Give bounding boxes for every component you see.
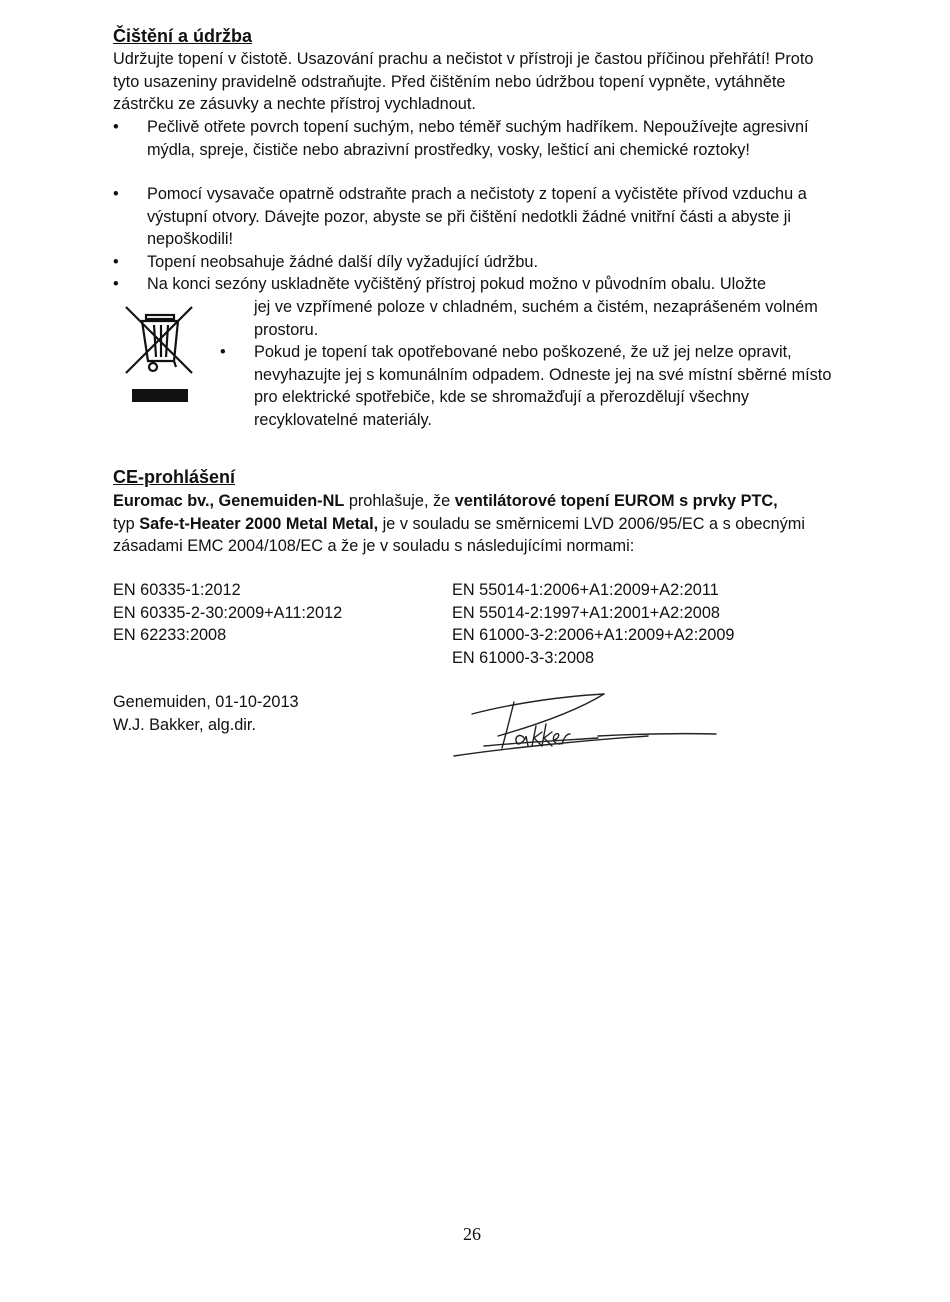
norm-item: EN 55014-1:2006+A1:2009+A2:2011 [452, 581, 719, 599]
list-item-continuation: jej ve vzpřímené poloze v chladném, suchém a čistém, nezaprášeném volném prostoru. [254, 298, 818, 339]
list-item-text: Pomocí vysavače opatrně odstraňte prach a nečistoty z topení a vyčistěte přívod vzduchu a výstupní otvory. Dávejte pozor, abyste se při čištění nedotkli žádné vnitřní části a abyste ji nepoškodili! [147, 185, 807, 248]
list-item-text: Na konci sezóny uskladněte vyčištěný přístroj pokud možno v původním obalu. Uložte [147, 275, 767, 293]
page-number: 26 [463, 1224, 481, 1244]
list-item [113, 116, 817, 161]
norm-item: EN 60335-2-30:2009+A11:2012 [113, 603, 343, 622]
bullet-icon: • [113, 275, 119, 293]
product-name: ventilátorové topení EUROM s prvky PTC, [454, 492, 778, 510]
sign-off [113, 691, 299, 736]
crossed-out-wheelie-bin-icon [124, 305, 196, 403]
section-heading-cleaning: Čištění a údržba [113, 26, 253, 46]
bullet-icon: • [113, 118, 119, 136]
intro-paragraph: Udržujte topení v čistotě. Usazování prachu a nečistot v přístroji je častou příčinou přehřátí! Proto tyto usazeniny pravidelně odstraňujte. Před čištěním nebo údržbou topení vypněte, vytáhněte zástrčku ze zásuvky a nechte přístroj vychladnout. [113, 50, 814, 113]
list-item [113, 273, 867, 296]
signatory-name: W.J. Bakker, alg.dir. [113, 715, 256, 734]
bullet-icon: • [113, 185, 119, 203]
bullet-icon: • [220, 343, 226, 361]
list-item [113, 251, 847, 274]
list-item [113, 183, 807, 251]
list-item-text: Topení neobsahuje žádné další díly vyžadující údržbu. [147, 253, 539, 271]
norm-item: EN 62233:2008 [113, 626, 227, 644]
bullet-icon: • [113, 253, 119, 271]
ce-declaration-text [113, 490, 843, 558]
list-item-text: Pokud je topení tak opotřebované nebo poškozené, že už jej nelze opravit, nevyhazujte jej s komunálním odpadem. Odneste jej na své místní sběrné místo pro elektrické spotřebiče, kde se shromažďují a přerozdělují všechny recyklovatelné materiály. [254, 343, 832, 429]
declaration-text: prohlašuje, že [344, 492, 455, 510]
model-name: Safe-t-Heater 2000 Metal Metal, [139, 514, 379, 533]
signature-image [448, 688, 720, 766]
section-heading-ce: CE-prohlášení [113, 467, 236, 487]
norms-list-right [452, 579, 734, 669]
declaration-text: typ [113, 514, 140, 533]
list-item-text: Pečlivě otřete povrch topení suchým, nebo téměř suchým hadříkem. Nepoužívejte agresivní mýdla, spreje, čističe nebo abrazivní prostředky, vosky, lešticí ani chemické roztoky! [147, 118, 809, 159]
norm-item: EN 61000-3-2:2006+A1:2009+A2:2009 [452, 626, 735, 644]
place-date: Genemuiden, 01-10-2013 [113, 693, 299, 711]
norm-item: EN 61000-3-3:2008 [452, 648, 595, 667]
norm-item: EN 55014-2:1997+A1:2001+A2:2008 [452, 603, 720, 622]
declaration-text: je v souladu se směrnicemi LVD 2006/95/EC a s obecnými zásadami EMC 2004/108/EC a že je v souladu s následujícími normami: [113, 514, 805, 555]
norm-item: EN 60335-1:2012 [113, 581, 241, 599]
norms-list-left [113, 579, 342, 647]
list-item [220, 341, 844, 431]
company-name: Euromac bv., Genemuiden-NL [113, 492, 345, 510]
